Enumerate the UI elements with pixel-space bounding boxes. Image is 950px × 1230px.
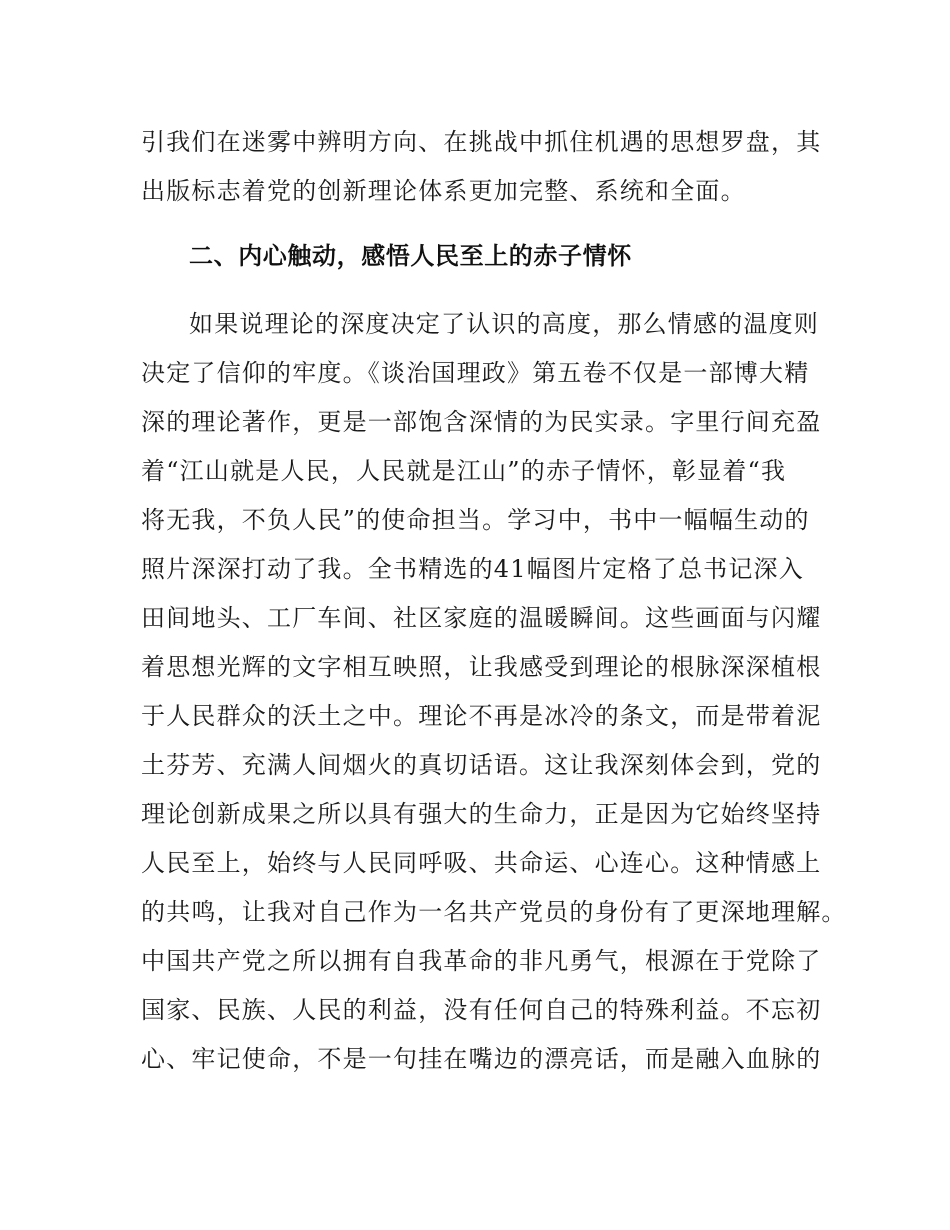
paragraph-line: 将无我，不负人民”的使命担当。学习中，书中一幅幅生动的 [141, 506, 810, 534]
paragraph-line: 国家、民族、人民的利益，没有任何自己的特殊利益。不忘初 [141, 996, 822, 1024]
paragraph-line: 的共鸣，让我对自己作为一名共产党员的身份有了更深地理解。 [141, 898, 847, 926]
paragraph-line: 田间地头、工厂车间、社区家庭的温暖瞬间。这些画面与闪耀 [141, 604, 822, 632]
paragraph-line: 如果说理论的深度决定了认识的高度，那么情感的温度则 [189, 310, 819, 338]
paragraph-line: 中国共产党之所以拥有自我革命的非凡勇气，根源在于党除了 [141, 947, 822, 975]
paragraph-line: 着“江山就是人民，人民就是江山”的赤子情怀，彰显着“我 [141, 457, 787, 485]
paragraph-line: 深的理论著作，更是一部饱含深情的为民实录。字里行间充盈 [141, 408, 822, 436]
paragraph-line: 出版标志着党的创新理论体系更加完整、系统和全面。 [141, 177, 746, 205]
section-heading: 二、内心触动，感悟人民至上的赤子情怀 [189, 242, 632, 270]
paragraph-line: 土芬芳、充满人间烟火的真切话语。这让我深刻体会到，党的 [141, 751, 822, 779]
paragraph-line: 心、牢记使命，不是一句挂在嘴边的漂亮话，而是融入血脉的 [141, 1045, 822, 1073]
paragraph-line: 决定了信仰的牢度。《谈治国理政》第五卷不仅是一部博大精 [141, 359, 810, 387]
paragraph-line: 引我们在迷雾中辨明方向、在挑战中抓住机遇的思想罗盘，其 [141, 128, 822, 156]
paragraph-line: 理论创新成果之所以具有强大的生命力，正是因为它始终坚持 [141, 800, 822, 828]
paragraph-line: 人民至上，始终与人民同呼吸、共命运、心连心。这种情感上 [141, 849, 822, 877]
paragraph-line: 着思想光辉的文字相互映照，让我感受到理论的根脉深深植根 [141, 653, 822, 681]
paragraph-line: 照片深深打动了我。全书精选的41幅图片定格了总书记深入 [141, 555, 804, 583]
paragraph-line: 于人民群众的沃土之中。理论不再是冰冷的条文，而是带着泥 [141, 702, 822, 730]
